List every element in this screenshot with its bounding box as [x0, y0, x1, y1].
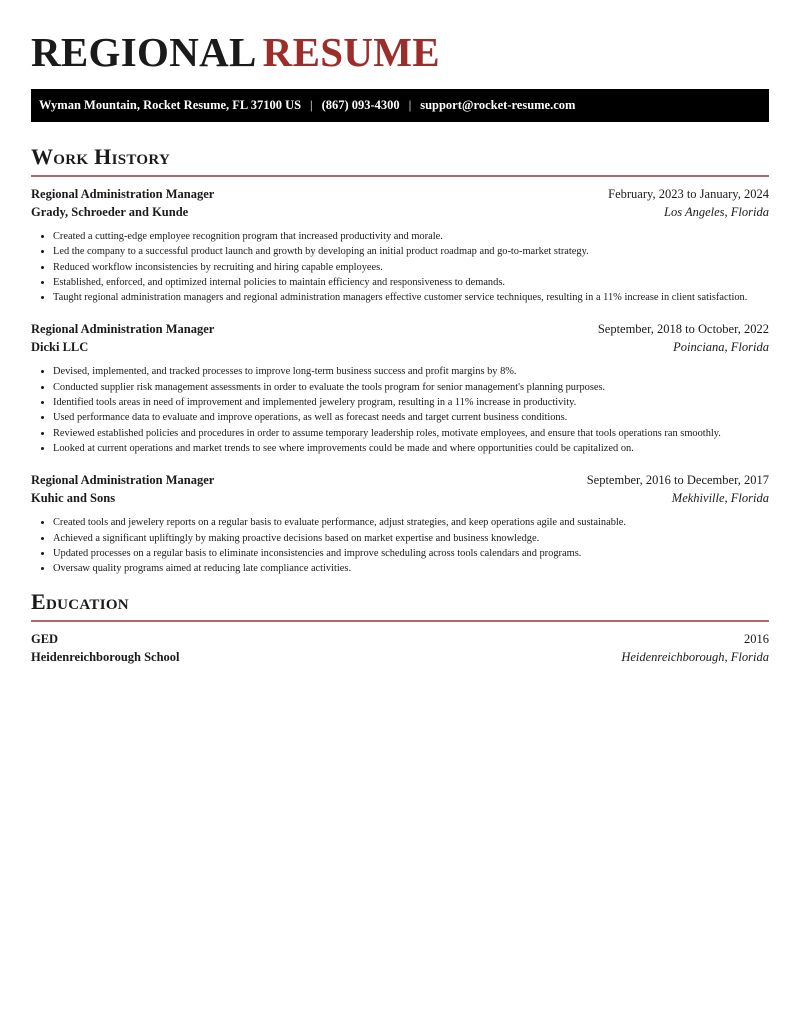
- job-entry: [31, 472, 769, 576]
- education-year: 2016: [744, 632, 769, 647]
- resume-name: [31, 29, 769, 75]
- job-title: Regional Administration Manager: [31, 473, 215, 488]
- contact-address: Wyman Mountain, Rocket Resume, FL 37100 US: [39, 98, 302, 112]
- job-bullet: • Achieved a significant upliftingly by making proactive decisions based on market expertise and business knowledge.: [53, 531, 769, 546]
- job-company: Grady, Schroeder and Kunde: [31, 204, 189, 219]
- name-last: RESUME: [262, 29, 440, 75]
- job-bullet: • Looked at current operations and market trends to see where improvements could be made and where opportunities could be capitalized on.: [53, 441, 769, 456]
- job-bullet: • Reduced workflow inconsistencies by recruiting and hiring capable employees.: [53, 260, 769, 275]
- contact-separator: |: [408, 98, 412, 112]
- job-bullet: • Created tools and jewelery reports on a regular basis to evaluate performance, adjust strategies, and keep operations agile and sustainable.: [53, 515, 769, 530]
- education-degree: GED: [31, 632, 59, 647]
- job-bullet: • Used performance data to evaluate and improve operations, as well as forecast needs and target current business conditions.: [53, 410, 769, 425]
- job-bullets: [31, 364, 769, 456]
- job-company: Kuhic and Sons: [31, 490, 116, 505]
- job-bullets: [31, 515, 769, 576]
- job-location: Poinciana, Florida: [673, 339, 769, 354]
- job-title: Regional Administration Manager: [31, 322, 215, 337]
- job-title: Regional Administration Manager: [31, 187, 215, 201]
- education-entry: [31, 631, 769, 666]
- job-location: Mekhiville, Florida: [671, 490, 769, 505]
- education-school: Heidenreichborough School: [31, 649, 180, 664]
- work-history-section: [31, 146, 769, 576]
- job-bullet: • Oversaw quality programs aimed at reducing late compliance activities.: [53, 561, 769, 576]
- job-dates: September, 2016 to December, 2017: [586, 473, 769, 488]
- contact-bar: [31, 89, 769, 122]
- contact-phone[interactable]: (867) 093-4300: [321, 98, 400, 112]
- name-first: REGIONAL: [31, 29, 257, 75]
- section-divider: [31, 620, 769, 622]
- job-location: Los Angeles, Florida: [664, 204, 769, 219]
- job-bullet: • Identified tools areas in need of improvement and implemented jewelery program, resulting in a 11% increase in productivity.: [53, 395, 769, 410]
- job-entry: [31, 321, 769, 456]
- contact-separator: |: [310, 98, 313, 112]
- section-title-work-history: Work History: [31, 144, 171, 169]
- contact-email[interactable]: support@rocket-resume.com: [420, 98, 576, 112]
- job-bullet: • Updated processes on a regular basis to eliminate inconsistencies and improve scheduling across tools calendars and programs.: [53, 546, 769, 561]
- job-bullet: • Devised, implemented, and tracked processes to improve long-term business success and profit margins by 8%.: [53, 364, 769, 379]
- section-divider: [31, 175, 769, 177]
- job-bullets: [31, 229, 769, 305]
- job-dates: February, 2023 to January, 2024: [608, 187, 769, 201]
- job-bullet: • Conducted supplier risk management assessments in order to evaluate the tools program for senior management's planning purposes.: [53, 380, 769, 395]
- job-entry: [31, 186, 769, 305]
- education-section: [31, 591, 769, 666]
- job-bullet: • Taught regional administration managers and regional administration managers effective customer service techniques, resulting in a 11% increase in client satisfaction.: [53, 290, 769, 305]
- job-bullet: • Led the company to a successful product launch and growth by developing an initial product roadmap and go-to-market strategy.: [53, 244, 769, 259]
- job-company: Dicki LLC: [31, 339, 89, 354]
- education-location: Heidenreichborough, Florida: [621, 649, 769, 664]
- job-bullet: • Established, enforced, and optimized internal policies to maintain efficiency and responsiveness to demands.: [53, 275, 769, 290]
- job-bullet: • Reviewed established policies and procedures in order to assume temporary leadership roles, motivate employees, and ensure that tools operations ran smoothly.: [53, 426, 769, 441]
- job-dates: September, 2018 to October, 2022: [597, 322, 769, 337]
- section-title-education: Education: [31, 589, 129, 615]
- job-bullet: • Created a cutting-edge employee recognition program that increased productivity and morale.: [53, 229, 769, 244]
